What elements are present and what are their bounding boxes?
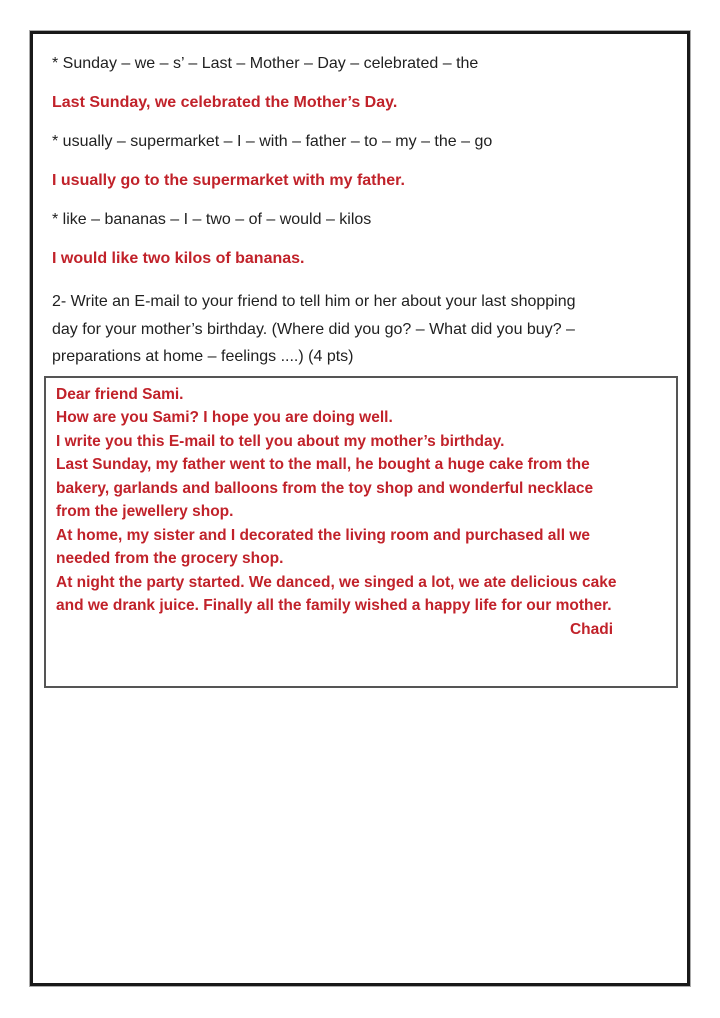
email-line-8: needed from the grocery shop. [56, 550, 284, 567]
exercise-unscramble-section [52, 54, 669, 269]
email-line-4: Last Sunday, my father went to the mall, he bought a huge cake from the [56, 456, 590, 473]
email-line-6: from the jewellery shop. [56, 503, 234, 520]
email-line-9: At night the party started. We danced, we singed a lot, we ate delicious cake [56, 573, 617, 591]
email-line-10: and we drank juice. Finally all the family wished a happy life for our mother. [56, 597, 612, 614]
question-2-line-1: 2- Write an E-mail to your friend to tell him or her about your last shopping [52, 293, 576, 310]
question-2-line-2: day for your mother’s birthday. (Where did you go? – What did you buy? – [52, 320, 575, 338]
scrambled-sentence-2: * usually – supermarket – I – with – father – to – my – the – go [52, 133, 493, 150]
email-line-3: I write you this E-mail to tell you about my mother’s birthday. [56, 432, 505, 450]
answer-sentence-3: I would like two kilos of bananas. [52, 250, 305, 267]
email-line-1: Dear friend Sami. [56, 385, 184, 403]
answer-sentence-1: Last Sunday, we celebrated the Mother’s Day. [52, 94, 398, 111]
email-answer-box [44, 376, 678, 688]
email-line-7: At home, my sister and I decorated the living room and purchased all we [56, 526, 591, 544]
answer-sentence-2: I usually go to the supermarket with my father. [52, 172, 405, 189]
email-line-5: bakery, garlands and balloons from the toy shop and wonderful necklace [56, 479, 594, 497]
question-2-text [52, 288, 669, 371]
scrambled-sentence-1: * Sunday – we – s’ – Last – Mother – Day – celebrated – the [52, 55, 479, 72]
scrambled-sentence-3: * like – bananas – I – two – of – would – kilos [52, 211, 372, 228]
worksheet-page [30, 31, 690, 986]
email-signature: Chadi [569, 620, 613, 638]
question-2-line-3: preparations at home – feelings ....) (4 pts) [52, 348, 354, 365]
email-line-2: How are you Sami? I hope you are doing well. [56, 409, 393, 426]
